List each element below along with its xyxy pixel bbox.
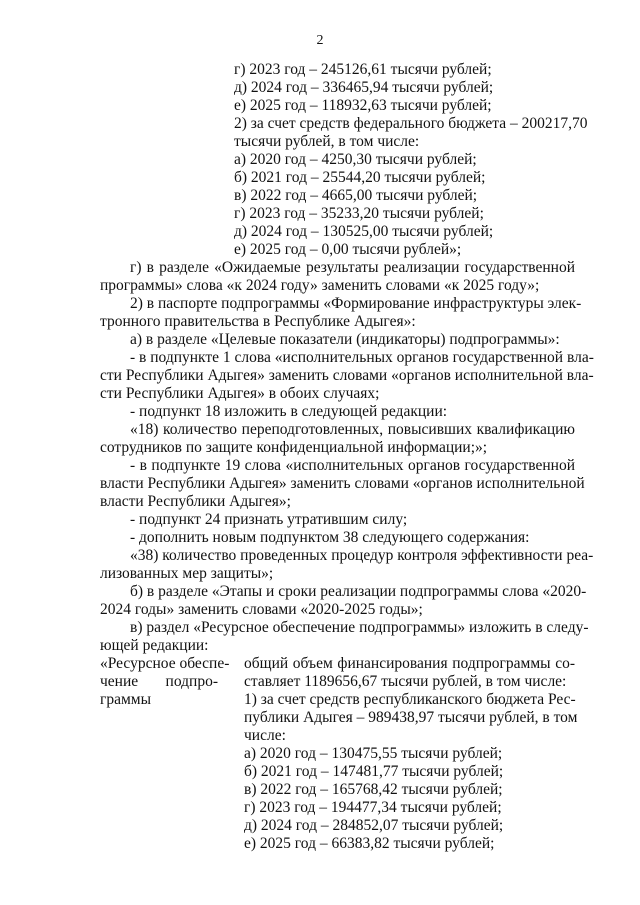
list-item: в) 2022 год – 165768,42 тысячи рублей; bbox=[244, 781, 503, 798]
table-right-line: публики Адыгея – 989438,97 тысячи рублей, в том bbox=[244, 709, 578, 726]
paragraph-line: «18) количество переподготовленных, повысивших квалификацию bbox=[130, 421, 575, 438]
table-left-cell-line: граммы bbox=[100, 691, 152, 708]
list-item: е) 2025 год – 118932,63 тысячи рублей; bbox=[234, 97, 492, 114]
paragraph-line: г) в разделе «Ожидаемые результаты реализации государственной bbox=[130, 259, 575, 276]
paragraph-line: лизованных мер защиты»; bbox=[100, 565, 274, 582]
paragraph-line: а) в разделе «Целевые показатели (индикаторы) подпрограммы»: bbox=[130, 331, 560, 348]
table-right-line: общий объем финансирования подпрограммы со- bbox=[244, 655, 575, 672]
list-item: е) 2025 год – 0,00 тысячи рублей»; bbox=[234, 241, 462, 258]
list-item: в) 2022 год – 4665,00 тысячи рублей; bbox=[234, 187, 478, 204]
paragraph-line: в) раздел «Ресурсное обеспечение подпрограммы» изложить в следу- bbox=[130, 619, 589, 636]
federal-line: тысячи рублей, в том числе: bbox=[234, 133, 420, 150]
list-item: г) 2023 год – 35233,20 тысячи рублей; bbox=[234, 205, 484, 222]
federal-line: 2) за счет средств федерального бюджета – 200217,70 bbox=[234, 115, 588, 132]
paragraph-line: - в подпункте 19 слова «исполнительных органов государственной bbox=[130, 457, 575, 474]
list-item: д) 2024 год – 336465,94 тысячи рублей; bbox=[234, 79, 494, 96]
list-item: г) 2023 год – 194477,34 тысячи рублей; bbox=[244, 799, 502, 816]
list-item: д) 2024 год – 284852,07 тысячи рублей; bbox=[244, 817, 504, 834]
list-item: а) 2020 год – 4250,30 тысячи рублей; bbox=[234, 151, 477, 168]
list-item: е) 2025 год – 66383,82 тысячи рублей; bbox=[244, 835, 495, 852]
paragraph-line: сти Республики Адыгея» в обоих случаях; bbox=[100, 385, 380, 402]
table-left-cell-line: чение подпро- bbox=[100, 673, 218, 690]
paragraph-line: сотрудников по защите конфиденциальной информации;»; bbox=[100, 439, 488, 456]
table-right-line: ставляет 1189656,67 тысячи рублей, в том числе: bbox=[244, 673, 567, 690]
table-left-cell-line: «Ресурсное обеспе- bbox=[100, 655, 230, 672]
paragraph-line: 2024 годы» заменить словами «2020-2025 годы»; bbox=[100, 601, 423, 618]
paragraph-line: тронного правительства в Республике Адыгея»: bbox=[100, 313, 416, 330]
page-number: 2 bbox=[316, 33, 324, 48]
paragraph-line: - в подпункте 1 слова «исполнительных органов государственной вла- bbox=[130, 349, 594, 366]
paragraph-line: 2) в паспорте подпрограммы «Формирование инфраструктуры элек- bbox=[130, 295, 582, 312]
paragraph-line: - подпункт 18 изложить в следующей редакции: bbox=[130, 403, 448, 420]
paragraph-line: «38) количество проведенных процедур контроля эффективности реа- bbox=[130, 547, 594, 564]
list-item: д) 2024 год – 130525,00 тысячи рублей; bbox=[234, 223, 494, 240]
list-item: б) 2021 год – 25544,20 тысячи рублей; bbox=[234, 169, 486, 186]
paragraph-line: - подпункт 24 признать утратившим силу; bbox=[130, 511, 408, 528]
table-right-line: 1) за счет средств республиканского бюджета Рес- bbox=[244, 691, 576, 708]
paragraph-line: б) в разделе «Этапы и сроки реализации подпрограммы слова «2020- bbox=[130, 583, 587, 600]
table-right-line: числе: bbox=[244, 727, 286, 744]
list-item: а) 2020 год – 130475,55 тысячи рублей; bbox=[244, 745, 503, 762]
list-item: г) 2023 год – 245126,61 тысячи рублей; bbox=[234, 61, 492, 78]
paragraph-line: - дополнить новым подпунктом 38 следующего содержания: bbox=[130, 529, 530, 546]
list-item: б) 2021 год – 147481,77 тысячи рублей; bbox=[244, 763, 504, 780]
paragraph-line: сти Республики Адыгея» заменить словами «органов исполнительной вла- bbox=[100, 367, 594, 384]
paragraph-line: программы» слова «к 2024 году» заменить словами «к 2025 году»; bbox=[100, 277, 540, 294]
paragraph-line: власти Республики Адыгея» заменить словами «органов исполнительной bbox=[100, 475, 585, 492]
paragraph-line: ющей редакции: bbox=[100, 637, 209, 654]
paragraph-line: власти Республики Адыгея»; bbox=[100, 493, 291, 510]
